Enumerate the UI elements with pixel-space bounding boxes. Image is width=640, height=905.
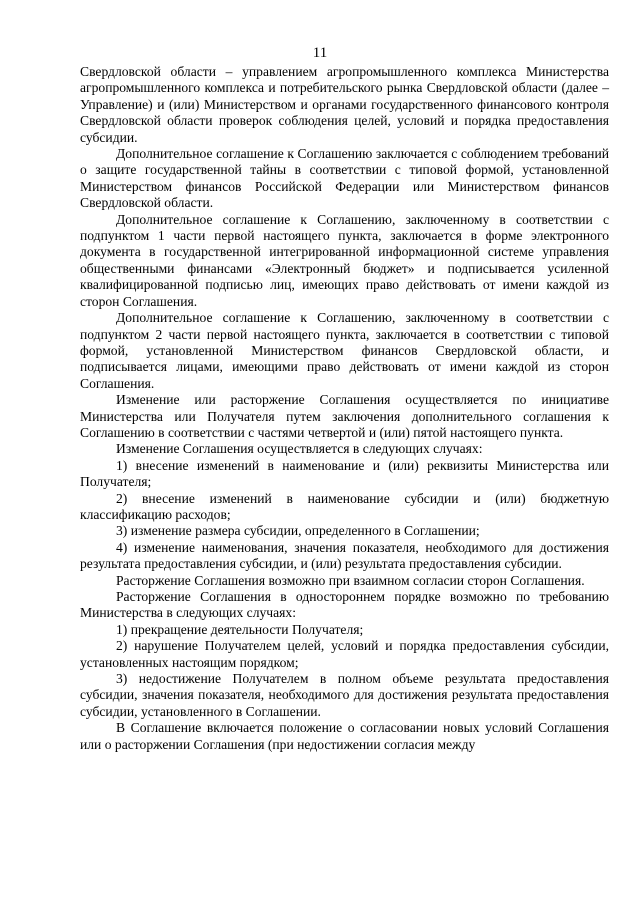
paragraph: Дополнительное соглашение к Соглашению, заключенному в соответствии с подпунктом 2 части первой настоящего пункта, заключается в соответствии с типовой формой, установленной Министерством финансов Свердловской области, и подписывается лицами, имеющими право действовать от имени каждой из сторон Соглашения.: [80, 310, 609, 391]
list-item: 3) изменение размера субсидии, определенного в Соглашении;: [116, 523, 480, 539]
document-body: [80, 64, 609, 753]
list-item: 1) прекращение деятельности Получателя;: [116, 621, 364, 637]
paragraph: Расторжение Соглашения в одностороннем порядке возможно по требованию Министерства в следующих случаях:: [80, 589, 609, 621]
paragraph: Дополнительное соглашение к Соглашению заключается с соблюдением требований о защите государственной тайны в соответствии с типовой формой, установленной Министерством финансов Российской Федерации или Министерством финансов Свердловской области.: [80, 146, 609, 211]
paragraph: Изменение или расторжение Соглашения осуществляется по инициативе Министерства или Получателя путем заключения дополнительного соглашения к Соглашению в соответствии с частями четвертой и (или) пятой настоящего пункта.: [80, 392, 609, 440]
page-number: 11: [312, 45, 328, 61]
paragraph: Изменение Соглашения осуществляется в следующих случаях:: [116, 441, 483, 457]
paragraph: В Соглашение включается положение о согласовании новых условий Соглашения или о расторжении Соглашения (при недостижении согласия между: [80, 720, 609, 752]
list-item: 3) недостижение Получателем в полном объеме результата предоставления субсидии, значения показателя, необходимого для достижения результата предоставления субсидии, установленного в Соглашении.: [80, 671, 609, 719]
list-item: 1) внесение изменений в наименование и (или) реквизиты Министерства или Получателя;: [80, 457, 609, 490]
paragraph: Свердловской области – управлением агропромышленного комплекса Министерства агропромышленного комплекса и потребительского рынка Свердловской области (далее – Управление) и (или) Министерством и органами государственного финансового контроля Свердловской области проверок соблюдения целей, условий и порядка предоставления субсидии.: [80, 64, 609, 145]
list-item: 2) нарушение Получателем целей, условий и порядка предоставления субсидии, установленных настоящим порядком;: [80, 638, 609, 670]
paragraph: Расторжение Соглашения возможно при взаимном согласии сторон Соглашения.: [116, 572, 585, 588]
list-item: 2) внесение изменений в наименование субсидии и (или) бюджетную классификацию расходов;: [80, 490, 609, 522]
paragraph: Дополнительное соглашение к Соглашению, заключенному в соответствии с подпунктом 1 части первой настоящего пункта, заключается в форме электронного документа в государственной интегрированной информационной системе управления общественными финансами «Электронный бюджет» и подписывается усиленной квалифицированной подписью лиц, имеющих право действовать от имени каждой из сторон Соглашения.: [80, 211, 609, 309]
list-item: 4) изменение наименования, значения показателя, необходимого для достижения результата предоставления субсидии, и (или) результата предоставления субсидии.: [80, 539, 609, 572]
